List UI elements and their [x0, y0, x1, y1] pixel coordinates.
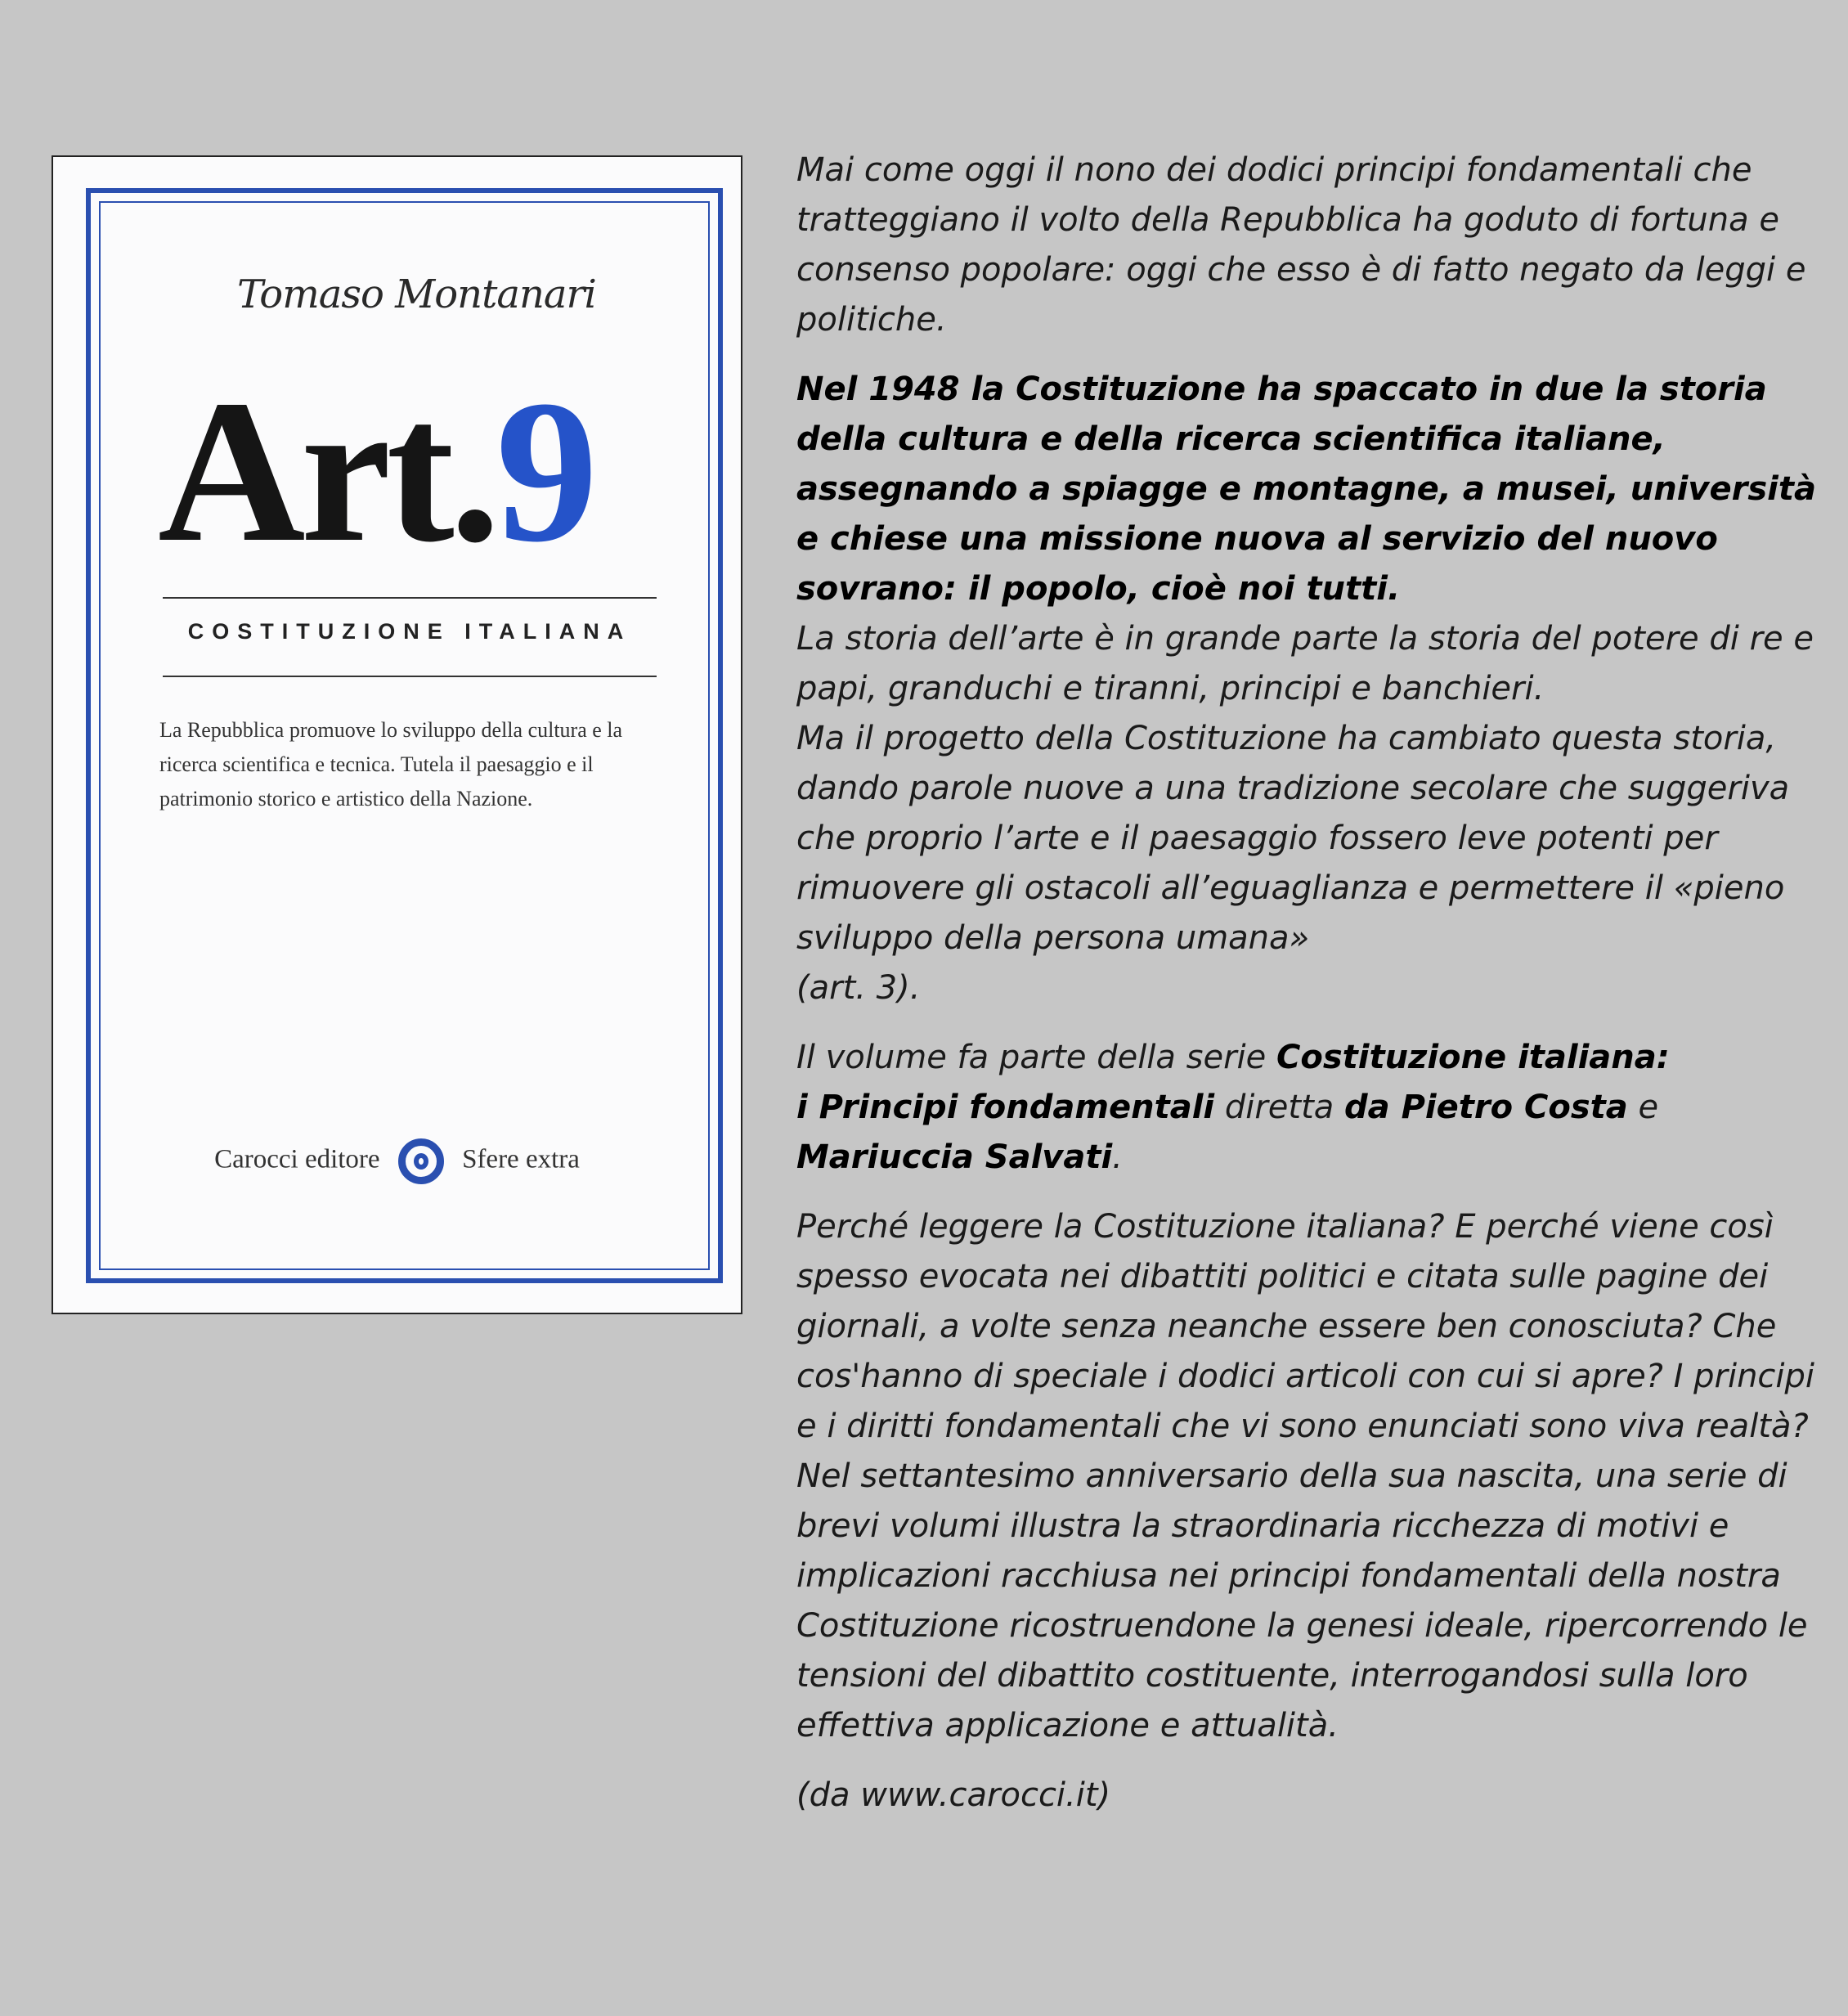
- publisher-logo-icon: [398, 1138, 444, 1184]
- cover-title-number: 9: [496, 358, 594, 585]
- highlight-paragraph: Nel 1948 la Costituzione ha spaccato in due la storia della cultura e della ricerca scientifica italiane, assegnando a spiagge e montagne, a musei, università e chiese una missione nuova al servizio del nuovo sovrano: il popolo, cioè noi tutti.: [796, 370, 1816, 608]
- cover-publisher: [53, 1138, 741, 1184]
- source-note: (da www.carocci.it): [796, 1776, 1111, 1814]
- paragraph-project: Ma il progetto della Costituzione ha cambiato questa storia, dando parole nuove a una tradizione secolare che suggeriva che proprio l’arte e il paesaggio fossero leve potenti per rimuovere gli ostacoli all’eguaglianza e permettere il «pieno sviluppo della persona umana»: [796, 720, 1790, 957]
- book-cover: [52, 155, 742, 1314]
- cover-article-text: La Repubblica promuove lo sviluppo della cultura e la ricerca scientifica e tecnica. Tutela il paesaggio e il patrimonio storico e artistico della Nazione.: [159, 718, 623, 810]
- cover-author: Tomaso Montanari: [237, 272, 596, 317]
- imprint-name: Sfere extra: [462, 1144, 580, 1174]
- divider: [163, 676, 657, 677]
- series-paragraph: Il volume fa parte della serie Costituzione italiana: i Principi fondamentali diretta da Pietro Costa e Mariuccia Salvati.: [796, 1039, 1670, 1176]
- divider: [163, 597, 657, 599]
- intro-paragraph: Mai come oggi il nono dei dodici principi fondamentali che tratteggiano il volto della Repubblica ha goduto di fortuna e consenso popolare: oggi che esso è di fatto negato da leggi e politiche.: [796, 151, 1806, 339]
- paragraph-history: La storia dell’arte è in grande parte la storia del potere di re e papi, granduchi e tiranni, principi e banchieri.: [796, 620, 1814, 707]
- cover-series: COSTITUZIONE ITALIANA: [187, 619, 632, 644]
- cover-title: [158, 358, 594, 585]
- cover-title-art: Art.: [158, 358, 496, 585]
- paragraph-art3: (art. 3).: [796, 969, 921, 1007]
- publisher-name: Carocci editore: [214, 1144, 380, 1174]
- book-description: [796, 146, 1819, 1821]
- description-paragraph: Perché leggere la Costituzione italiana? E perché viene così spesso evocata nei dibattiti politici e citata sulle pagine dei giornali, a volte senza neanche essere ben conosciuta? Che cos'hanno di speciale i dodici articoli con cui si apre? I principi e i diritti fondamentali che vi sono enunciati sono viva realtà? Nel settantesimo anniversario della sua nascita, una serie di brevi volumi illustra la straordinaria ricchezza di motivi e implicazioni racchiusa nei principi fondamentali della nostra Costituzione ricostruendone la genesi ideale, ripercorrendo le tensioni del dibattito costituente, interrogandosi sulla loro effettiva applicazione e attualità.: [796, 1208, 1815, 1744]
